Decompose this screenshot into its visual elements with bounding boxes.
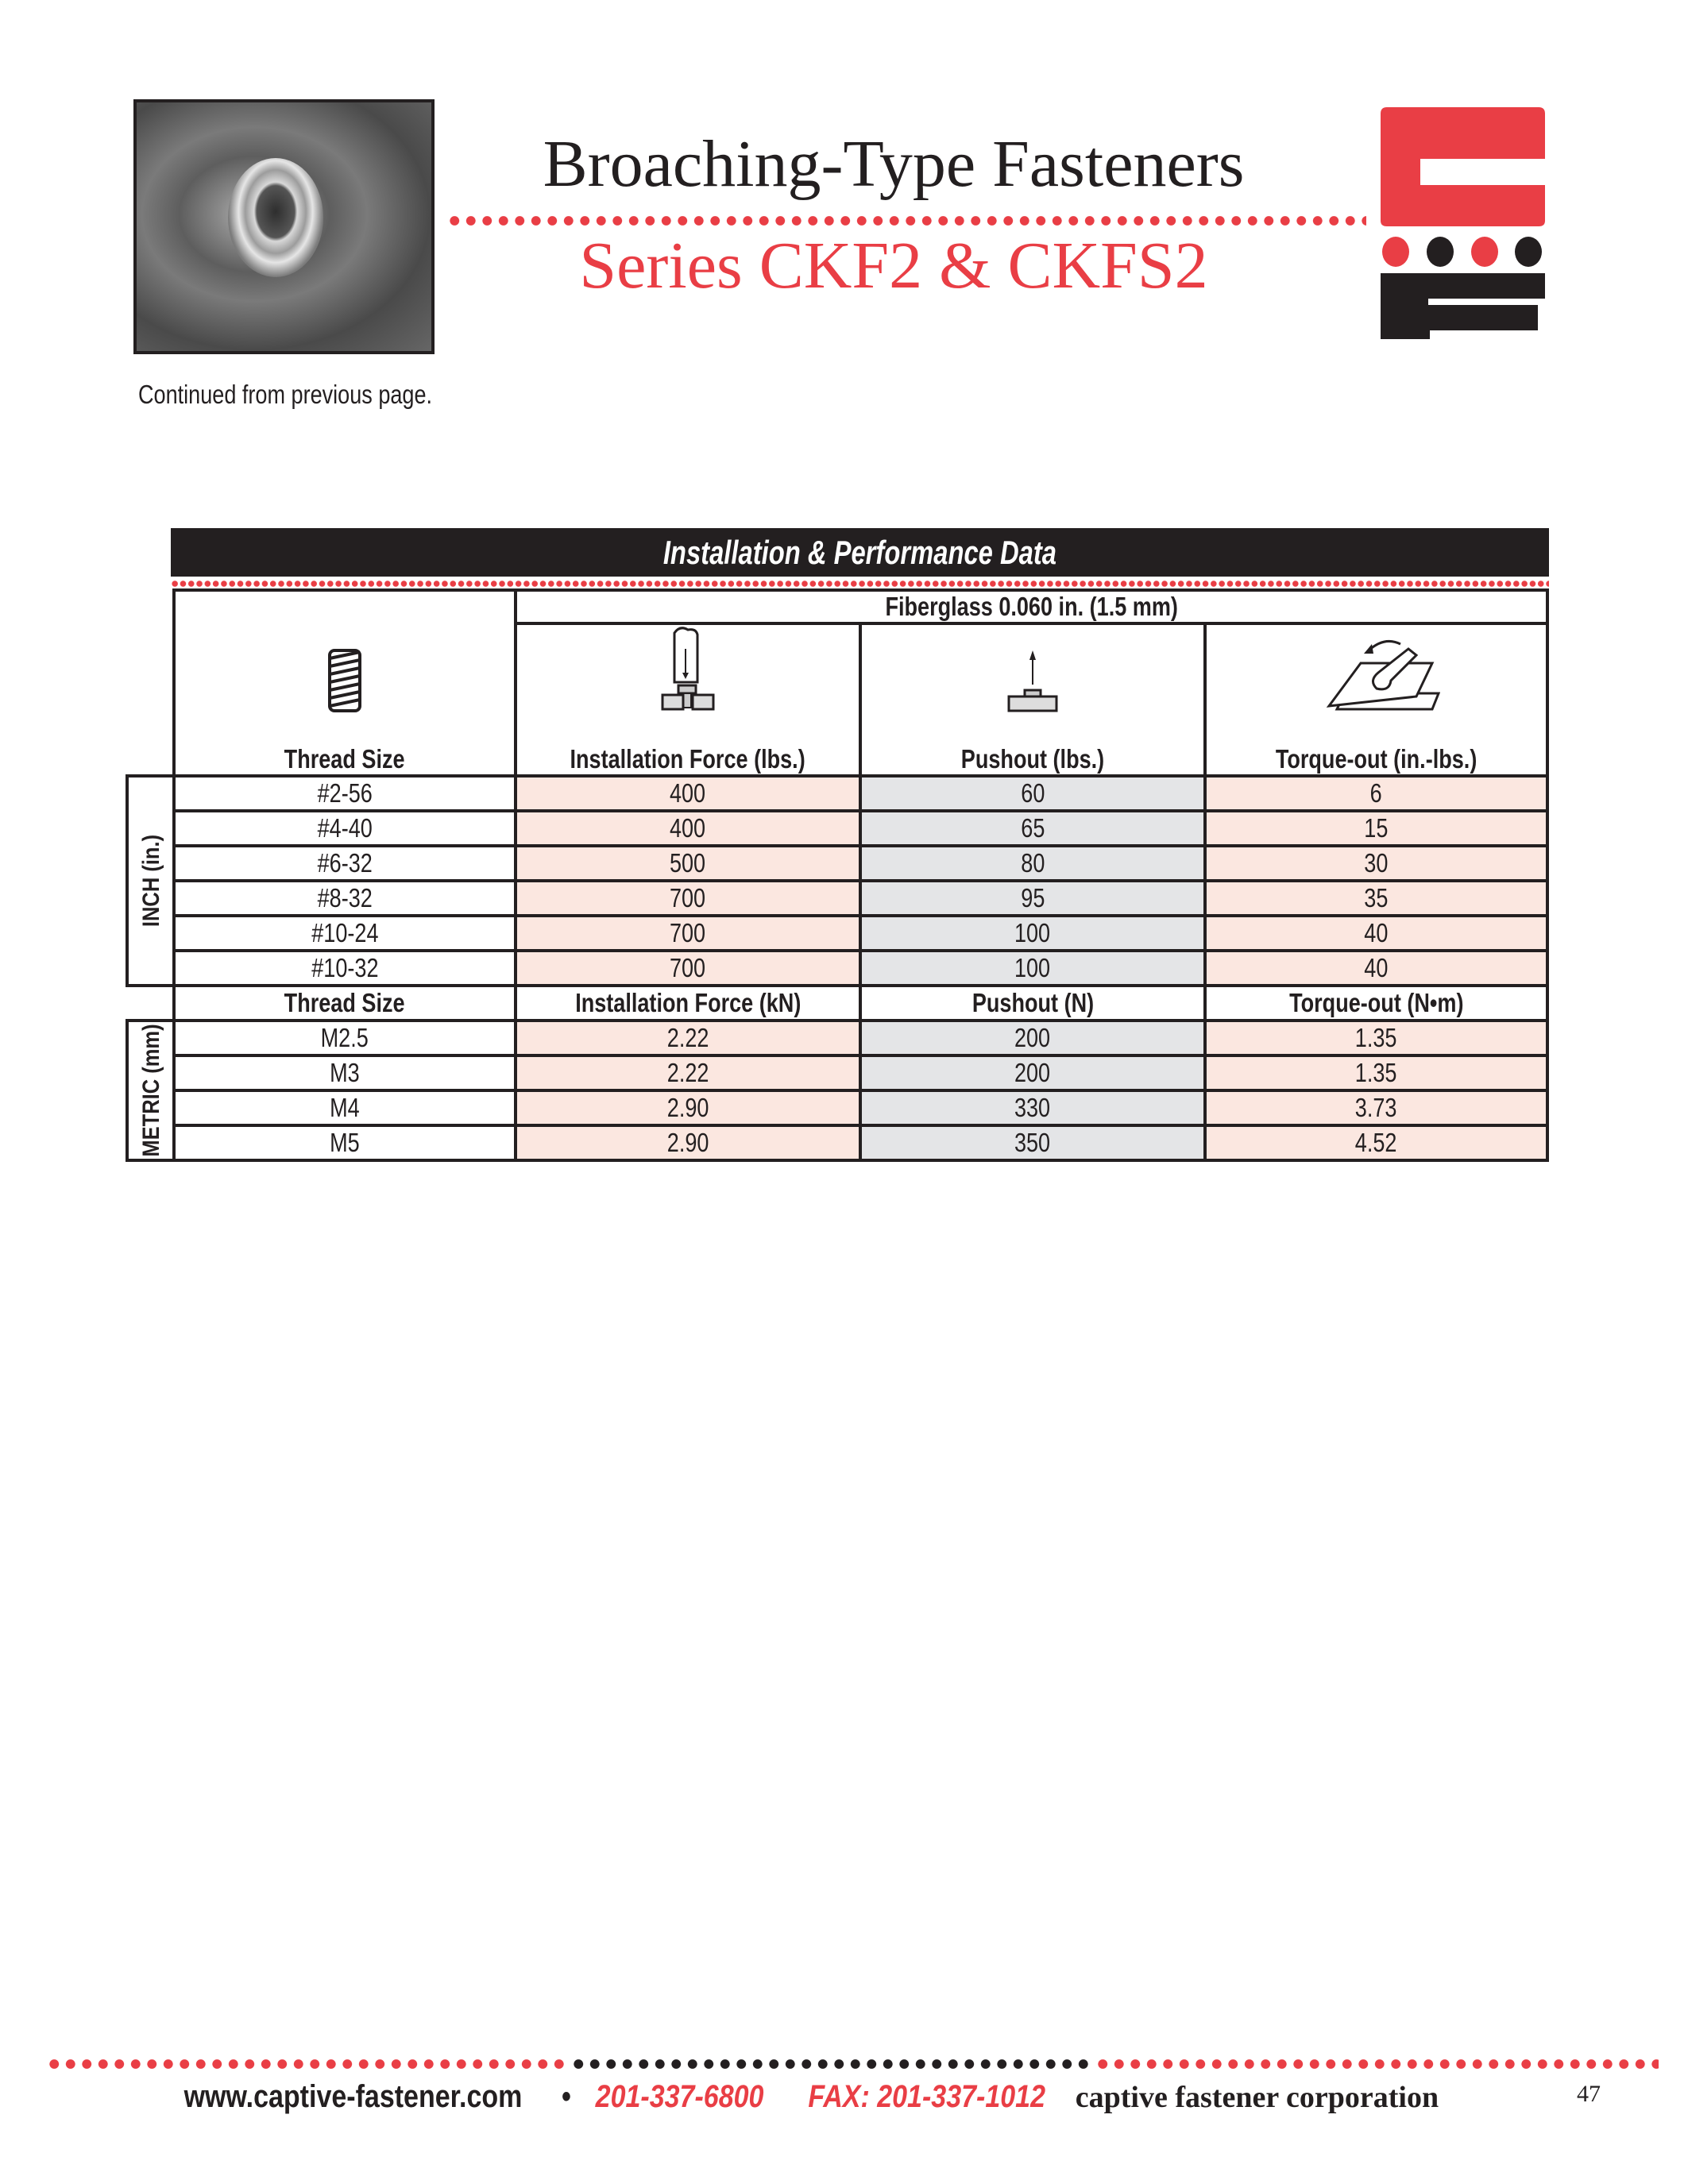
metric-header-label: Pushout (N) [971,988,1094,1017]
torque-out-cell [1205,1090,1547,1125]
continued-note: Continued from previous page. [138,380,433,409]
cell-value: 200 [1014,1058,1051,1087]
cell-value: #4-40 [317,813,373,843]
torque-out-cell [1205,1021,1547,1055]
metric-header-label: Thread Size [284,988,405,1017]
cell-value: 95 [1020,883,1045,913]
footer-fax: FAX: 201-337-1012 [808,2079,1046,2114]
header-pushout: Pushout (lbs.) [960,744,1105,774]
torque-out-cell [1205,881,1547,916]
installation-force-cell [516,1021,860,1055]
installation-force-cell [516,1090,860,1125]
pushout-header-cell [860,623,1205,776]
pushout-cell [860,1090,1205,1125]
cell-value: #2-56 [317,778,373,808]
cell-value: 2.22 [666,1058,709,1087]
inch-table-row [174,881,1547,916]
cell-value: 2.22 [666,1023,709,1052]
performance-table [172,588,1549,1162]
metric-table-row [174,1090,1547,1125]
thread-size-cell [174,916,516,951]
thread-size-header-cell [174,590,516,776]
cell-value: 100 [1014,953,1051,982]
cell-value: 100 [1014,918,1051,947]
installation-force-cell [516,1125,860,1160]
cell-value: 40 [1364,918,1389,947]
metric-group-label-box [126,1019,174,1162]
cell-value: M2.5 [320,1023,369,1052]
inch-group-label-box [126,774,174,987]
cell-value: #10-24 [311,918,379,947]
torque-out-cell [1205,776,1547,811]
cell-value: 700 [670,953,706,982]
installation-force-cell [516,846,860,881]
footer-phone: 201-337-6800 [595,2079,764,2114]
pushout-cell [860,951,1205,986]
header-thread-size: Thread Size [284,744,405,774]
torque-out-header-cell [1205,623,1547,776]
footer [0,2079,1640,2115]
cell-value: 4.52 [1355,1128,1397,1157]
cell-value: #10-32 [311,953,379,982]
inch-table-row [174,811,1547,846]
installation-force-header-cell [516,623,860,776]
table-title: Installation & Performance Data [662,534,1057,571]
metric-header-label: Torque-out (N•m) [1288,988,1464,1017]
thread-size-cell [174,1090,516,1125]
page-title: Broaching-Type Fasteners [543,127,1245,201]
pushout-cell [860,846,1205,881]
metric-group-label: METRIC (mm) [137,1024,164,1157]
threaded-stud-icon [325,649,365,712]
table-title-bar [171,528,1549,577]
cell-value: 700 [670,883,706,913]
cell-value: 3.73 [1355,1093,1397,1122]
thread-size-cell [174,951,516,986]
cell-value: 65 [1020,813,1045,843]
installation-force-cell [516,951,860,986]
thread-size-cell [174,1021,516,1055]
cell-value: 40 [1364,953,1389,982]
metric-table-row [174,1055,1547,1090]
fastener-nut-image [228,158,323,277]
inch-rows [174,776,1547,986]
material-header [516,590,1547,623]
cell-value: #6-32 [317,848,373,878]
title-dotted-divider [446,215,1366,226]
pushout-cell [860,1021,1205,1055]
pushout-cell [860,811,1205,846]
cell-value: 6 [1369,778,1383,808]
metric-header-label: Installation Force (kN) [574,988,802,1017]
torque-out-cell [1205,1125,1547,1160]
metric-header-thread-size [174,986,516,1021]
inch-table-row [174,916,1547,951]
metric-table-row [174,1125,1547,1160]
thread-size-cell [174,776,516,811]
installation-force-cell [516,916,860,951]
header-torque-out: Torque-out (in.-lbs.) [1275,744,1477,774]
metric-header-torque-out [1205,986,1547,1021]
inch-group-label: INCH (in.) [137,834,164,928]
pushout-cell [860,1125,1205,1160]
metric-header-row [174,986,1547,1021]
pushout-arrow-icon [993,649,1072,712]
table-dotted-divider [171,579,1549,588]
cell-value: 2.90 [666,1128,709,1157]
cell-value: 200 [1014,1023,1051,1052]
cell-value: 80 [1020,848,1045,878]
cell-value: 400 [670,813,706,843]
header-installation-force: Installation Force (lbs.) [570,744,806,774]
footer-dotted-divider-left [46,2059,570,2070]
cell-value: 35 [1364,883,1389,913]
metric-header-pushout [860,986,1205,1021]
page-number: 47 [1577,2081,1601,2107]
torque-out-cell [1205,846,1547,881]
pushout-cell [860,881,1205,916]
metric-rows [174,1021,1547,1160]
cell-value: 400 [670,778,706,808]
inch-table-row [174,846,1547,881]
torque-wrench-icon [1313,633,1440,712]
cf-logo [1381,107,1545,339]
installation-force-cell [516,1055,860,1090]
material-label: Fiberglass 0.060 in. (1.5 mm) [885,592,1178,621]
cell-value: #8-32 [317,883,373,913]
thread-size-cell [174,846,516,881]
pushout-cell [860,916,1205,951]
cell-value: 15 [1364,813,1389,843]
installation-force-cell [516,776,860,811]
footer-dotted-divider-middle [570,2059,1095,2070]
fastener-photo [133,99,435,354]
metric-table-row [174,1021,1547,1055]
cell-value: 700 [670,918,706,947]
cell-value: M5 [330,1128,360,1157]
cell-value: 350 [1014,1128,1051,1157]
thread-size-cell [174,1125,516,1160]
inch-table-row [174,776,1547,811]
metric-header-installation-force [516,986,860,1021]
cell-value: M4 [330,1093,360,1122]
cell-value: 1.35 [1355,1058,1397,1087]
cell-value: 2.90 [666,1093,709,1122]
cell-value: 330 [1014,1093,1051,1122]
cell-value: 60 [1020,778,1045,808]
torque-out-cell [1205,811,1547,846]
installation-force-cell [516,811,860,846]
pushout-cell [860,776,1205,811]
cell-value: 500 [670,848,706,878]
pushout-cell [860,1055,1205,1090]
installation-force-cell [516,881,860,916]
footer-website-link[interactable]: www.captive-fastener.com [183,2079,523,2114]
thread-size-cell [174,811,516,846]
thread-size-cell [174,1055,516,1090]
torque-out-cell [1205,1055,1547,1090]
footer-company: captive fastener corporation [1075,2081,1439,2114]
footer-bullet: • [562,2079,571,2114]
installation-press-icon [648,625,728,712]
cell-value: 30 [1364,848,1389,878]
torque-out-cell [1205,916,1547,951]
page-subtitle: Series CKF2 & CKFS2 [579,229,1208,303]
thread-size-cell [174,881,516,916]
cell-value: M3 [330,1058,360,1087]
footer-dotted-divider-right [1095,2059,1659,2070]
cell-value: 1.35 [1355,1023,1397,1052]
inch-table-row [174,951,1547,986]
torque-out-cell [1205,951,1547,986]
material-header-row [174,590,1547,623]
